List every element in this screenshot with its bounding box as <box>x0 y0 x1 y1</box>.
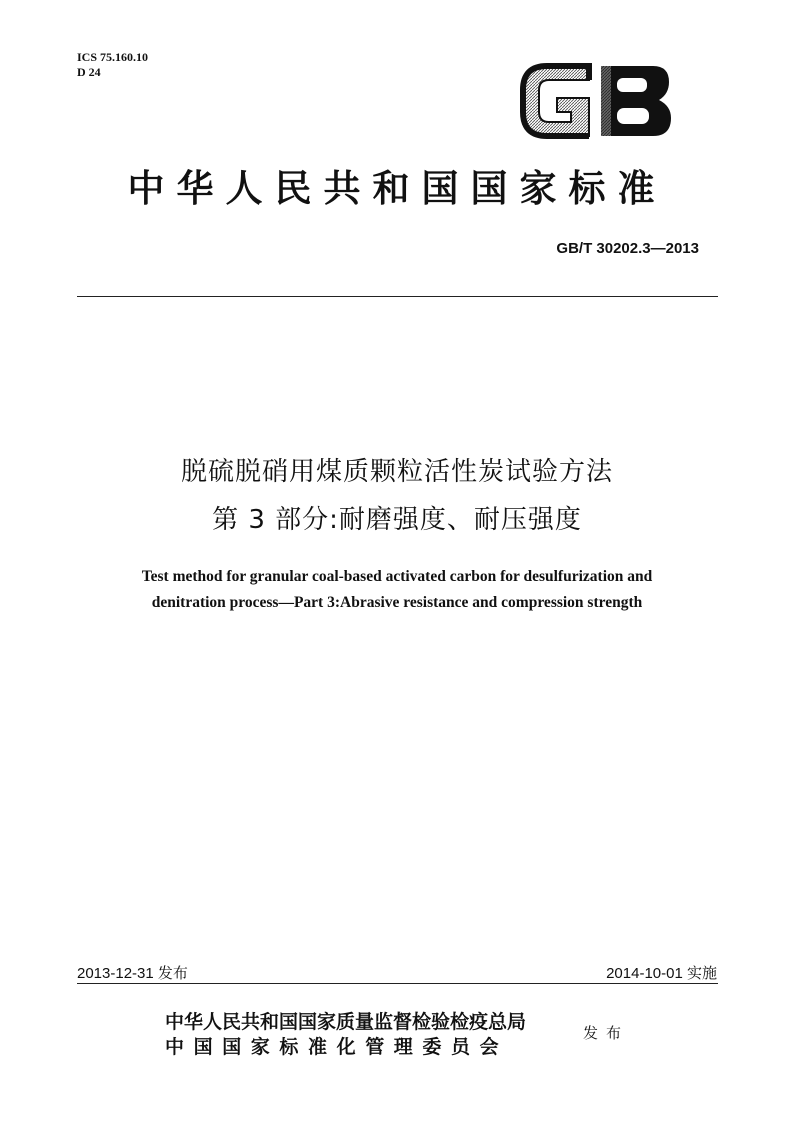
implementation-date: 2014-10-01 实施 <box>606 965 717 982</box>
chinese-title-line-1: 脱硫脱硝用煤质颗粒活性炭试验方法 <box>180 457 613 487</box>
national-standard-title: 中华人民共和国国家标准 <box>127 166 667 210</box>
authority-sac: 中国国家标准化管理委员会 <box>165 1036 509 1058</box>
english-title-line-2: denitration process—Part 3:Abrasive resistance and compression strength <box>151 594 643 611</box>
ccs-code: D 24 <box>77 65 101 79</box>
classification-codes <box>77 50 148 80</box>
chinese-title <box>0 448 794 544</box>
ics-code: ICS 75.160.10 <box>77 50 149 64</box>
english-title <box>0 564 794 616</box>
top-divider <box>77 296 718 297</box>
chinese-title-line-2: 第 3 部分:耐磨强度、耐压强度 <box>212 505 582 535</box>
authority-aqsiq: 中华人民共和国国家质量监督检验检疫总局 <box>165 1011 527 1033</box>
gb-logo <box>517 60 675 142</box>
bottom-divider <box>77 983 718 984</box>
standard-number: GB/T 30202.3—2013 <box>556 240 699 257</box>
issuing-authorities <box>165 1010 526 1060</box>
publish-label: 发布 <box>583 1024 630 1042</box>
english-title-line-1: Test method for granular coal-based activated carbon for desulfurization and <box>141 568 653 585</box>
issue-date: 2013-12-31 发布 <box>77 965 188 982</box>
